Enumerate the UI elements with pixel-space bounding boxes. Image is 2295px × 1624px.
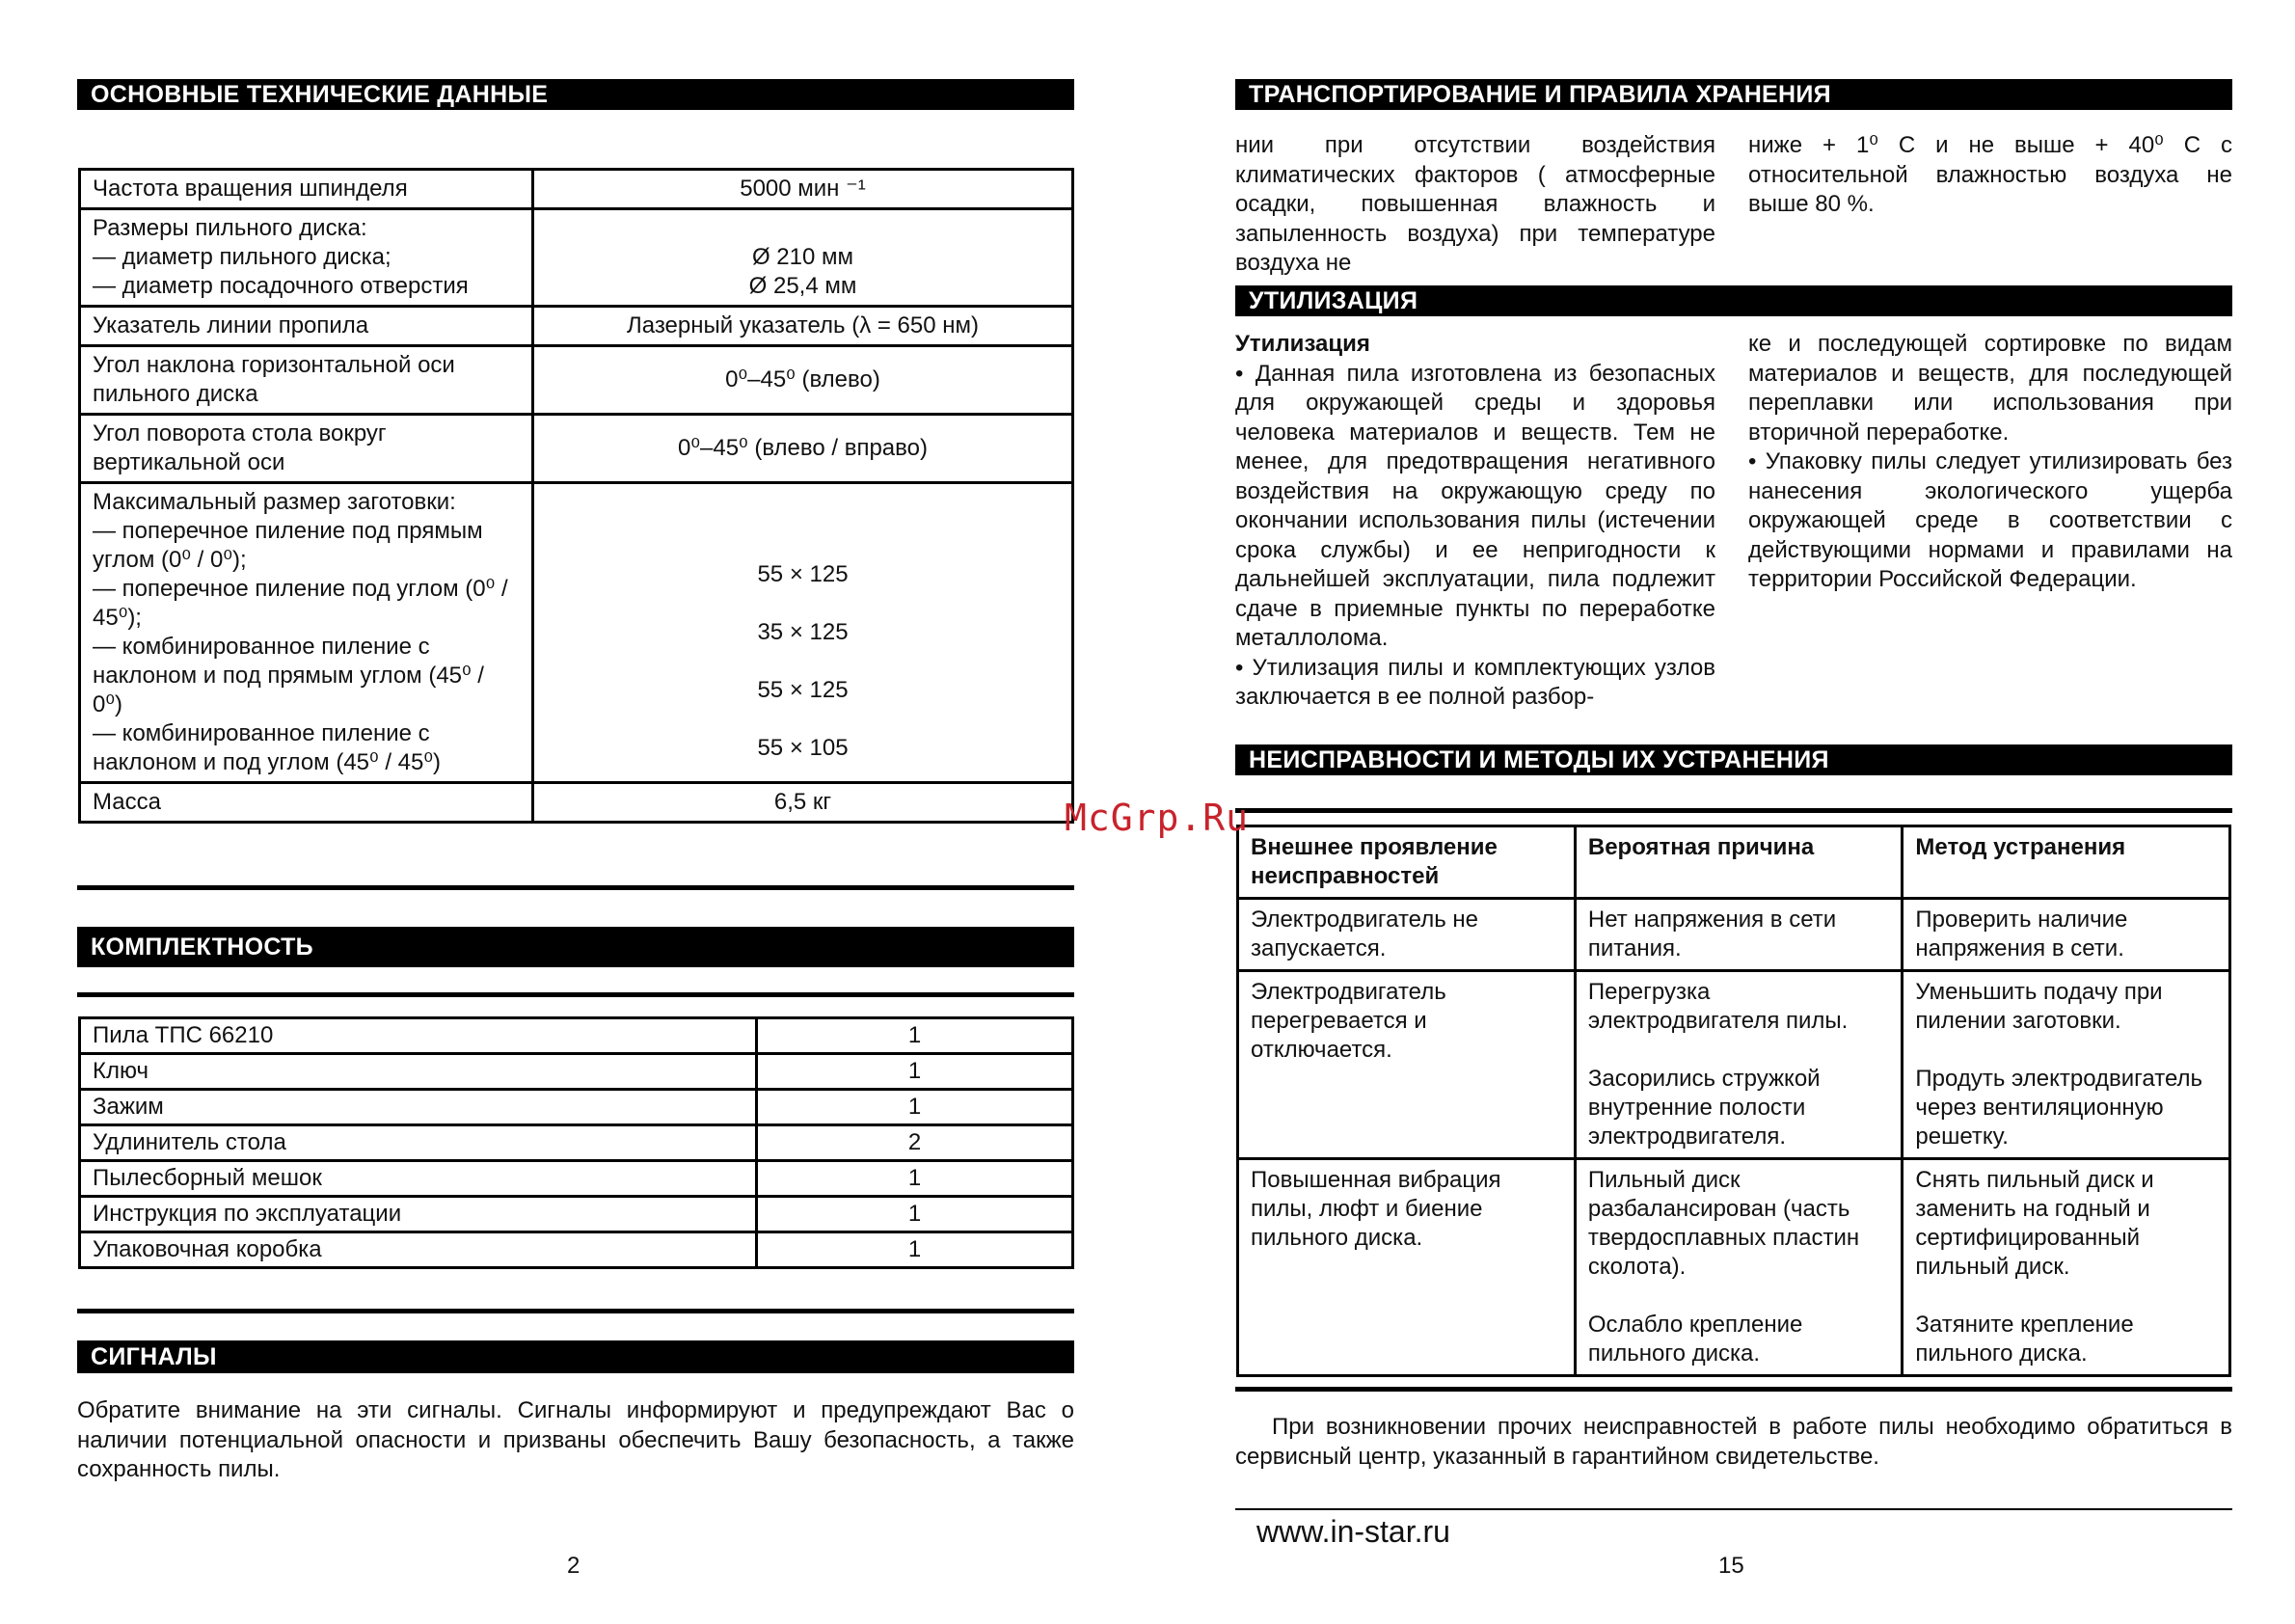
disposal-col1: [1235, 330, 1715, 713]
spec-table: [78, 168, 1074, 824]
faults-header-cause: Вероятная причина: [1575, 826, 1903, 899]
spec-label: Масса: [80, 783, 533, 823]
kit-qty: 1: [757, 1090, 1073, 1125]
page-number-right: 15: [1718, 1553, 1744, 1579]
kit-item: Пылесборный мешок: [80, 1161, 757, 1197]
kit-row: [80, 1018, 1073, 1054]
kit-row: [80, 1090, 1073, 1125]
spec-value: 55 × 125 35 × 125 55 × 125 55 × 105: [533, 483, 1073, 783]
kit-item: Упаковочная коробка: [80, 1232, 757, 1268]
divider: [77, 992, 1074, 997]
fault-fix: Проверить наличие напряжения в сети.: [1903, 899, 2230, 971]
disposal-col1-text: • Данная пила изготовлена из безопасных для окружающей среды и здоровья человека материалов и веществ. Тем не менее, для предотвращения негативного воздействия на окружающую среду по окончании использования пилы (истечении срока службы) и ее непригодности к дальнейшей эксплуатации, пила подлежит сдаче в приемные пункты по переработке металлолома. • Утилизация пилы и комплектующих узлов заключается в ее полной разбор-: [1235, 360, 1715, 710]
spec-value: 6,5 кг: [533, 783, 1073, 823]
spec-row: [80, 209, 1073, 307]
disposal-heading: Утилизация: [1235, 331, 1370, 357]
spec-row: [80, 170, 1073, 209]
faults-row: [1238, 971, 2230, 1159]
faults-row: [1238, 1159, 2230, 1376]
divider: [1235, 1387, 2232, 1392]
fault-symptom: Электродвигатель перегревается и отключается.: [1238, 971, 1576, 1159]
kit-row: [80, 1197, 1073, 1232]
spec-row: [80, 783, 1073, 823]
spec-label: Угол поворота стола вокруг вертикальной оси: [80, 415, 533, 483]
kit-qty: 1: [757, 1054, 1073, 1090]
faults-header-fix: Метод устранения: [1903, 826, 2230, 899]
kit-item: Зажим: [80, 1090, 757, 1125]
kit-item: Пила ТПС 66210: [80, 1018, 757, 1054]
kit-row: [80, 1054, 1073, 1090]
spec-value: Лазерный указатель (λ = 650 нм): [533, 307, 1073, 346]
kit-qty: 1: [757, 1161, 1073, 1197]
transport-col1: нии при отсутствии воздействия климатических факторов ( атмосферные осадки, повышенная влажность и запыленность воздуха) при температуре воздуха не: [1235, 132, 1715, 276]
spec-row: [80, 483, 1073, 783]
transport-title: ТРАНСПОРТИРОВАНИЕ И ПРАВИЛА ХРАНЕНИЯ: [1235, 79, 2232, 110]
divider: [1235, 808, 2232, 813]
website-link[interactable]: www.in-star.ru: [1256, 1514, 1450, 1549]
signals-title: СИГНАЛЫ: [77, 1340, 1074, 1373]
kit-title: КОМПЛЕКТНОСТЬ: [77, 927, 1074, 967]
spec-label: Частота вращения шпинделя: [80, 170, 533, 209]
fault-cause: Нет напряжения в сети питания.: [1575, 899, 1903, 971]
spec-value: 0⁰–45⁰ (влево): [533, 346, 1073, 415]
spec-label: Угол наклона горизонтальной оси пильного диска: [80, 346, 533, 415]
faults-header-symptom: Внешнее проявление неисправностей: [1238, 826, 1576, 899]
kit-qty: 1: [757, 1232, 1073, 1268]
watermark: McGrp.Ru: [1065, 797, 1250, 839]
disposal-col2: [1748, 330, 2232, 595]
kit-qty: 2: [757, 1125, 1073, 1161]
faults-title: НЕИСПРАВНОСТИ И МЕТОДЫ ИХ УСТРАНЕНИЯ: [1235, 744, 2232, 775]
spec-label: Указатель линии пропила: [80, 307, 533, 346]
kit-item: Инструкция по эксплуатации: [80, 1197, 757, 1232]
kit-table: [78, 1016, 1074, 1269]
signals-text: Обратите внимание на эти сигналы. Сигналы информируют и предупреждают Вас о наличии потенциальной опасности и призваны обеспечить Вашу безопасность, а также сохранность пилы.: [77, 1397, 1074, 1482]
kit-row: [80, 1232, 1073, 1268]
kit-item: Ключ: [80, 1054, 757, 1090]
kit-qty: 1: [757, 1197, 1073, 1232]
fault-cause: Перегрузка электродвигателя пилы. Засорились стружкой внутренние полости электродвигателя.: [1575, 971, 1903, 1159]
fault-cause: Пильный диск разбалансирован (часть твердосплавных пластин сколота). Ослабло крепление пильного диска.: [1575, 1159, 1903, 1376]
divider: [77, 1309, 1074, 1313]
service-note: При возникновении прочих неисправностей в работе пилы необходимо обратиться в сервисный центр, указанный в гарантийном свидетельстве.: [1235, 1414, 2232, 1470]
footer-rule: [1235, 1508, 2232, 1510]
spec-value: Ø 210 мм Ø 25,4 мм: [533, 209, 1073, 307]
spec-value: 5000 мин ⁻¹: [533, 170, 1073, 209]
spec-value: 0⁰–45⁰ (влево / вправо): [533, 415, 1073, 483]
tech-data-title: ОСНОВНЫЕ ТЕХНИЧЕСКИЕ ДАННЫЕ: [77, 79, 1074, 110]
fault-fix: Снять пильный диск и заменить на годный и сертифицированный пильный диск. Затяните крепление пильного диска.: [1903, 1159, 2230, 1376]
fault-symptom: Электродвигатель не запускается.: [1238, 899, 1576, 971]
spec-label: Размеры пильного диска: — диаметр пильного диска; — диаметр посадочного отверстия: [80, 209, 533, 307]
disposal-col2-text: ке и последующей сортировке по видам материалов и веществ, для последующей переплавки или использования при вторичной переработке. • Упаковку пилы следует утилизировать без нанесения экологического ущерба окружающей среде в соответствии с действующими нормами и правилами на территории Российской Федерации.: [1748, 331, 2232, 592]
spec-row: [80, 415, 1073, 483]
faults-table: [1236, 825, 2231, 1377]
disposal-title: УТИЛИЗАЦИЯ: [1235, 285, 2232, 316]
divider: [77, 885, 1074, 890]
spec-row: [80, 346, 1073, 415]
spec-label: Максимальный размер заготовки: — поперечное пиление под прямым углом (0⁰ / 0⁰); — поперечное пиление под углом (0⁰ / 45⁰); — комбинированное пиление с наклоном и под прямым углом (45⁰ / 0⁰) — комбинированное пиление с наклоном и под углом (45⁰ / 45⁰): [80, 483, 533, 783]
kit-qty: 1: [757, 1018, 1073, 1054]
kit-item: Удлинитель стола: [80, 1125, 757, 1161]
fault-symptom: Повышенная вибрация пилы, люфт и биение пильного диска.: [1238, 1159, 1576, 1376]
transport-col2: ниже + 1⁰ С и не выше + 40⁰ С с относительной влажностью воздуха не выше 80 %.: [1748, 132, 2232, 217]
kit-row: [80, 1161, 1073, 1197]
kit-row: [80, 1125, 1073, 1161]
faults-row: [1238, 899, 2230, 971]
page-number-left: 2: [567, 1553, 580, 1579]
fault-fix: Уменьшить подачу при пилении заготовки. Продуть электродвигатель через вентиляционную решетку.: [1903, 971, 2230, 1159]
spec-row: [80, 307, 1073, 346]
